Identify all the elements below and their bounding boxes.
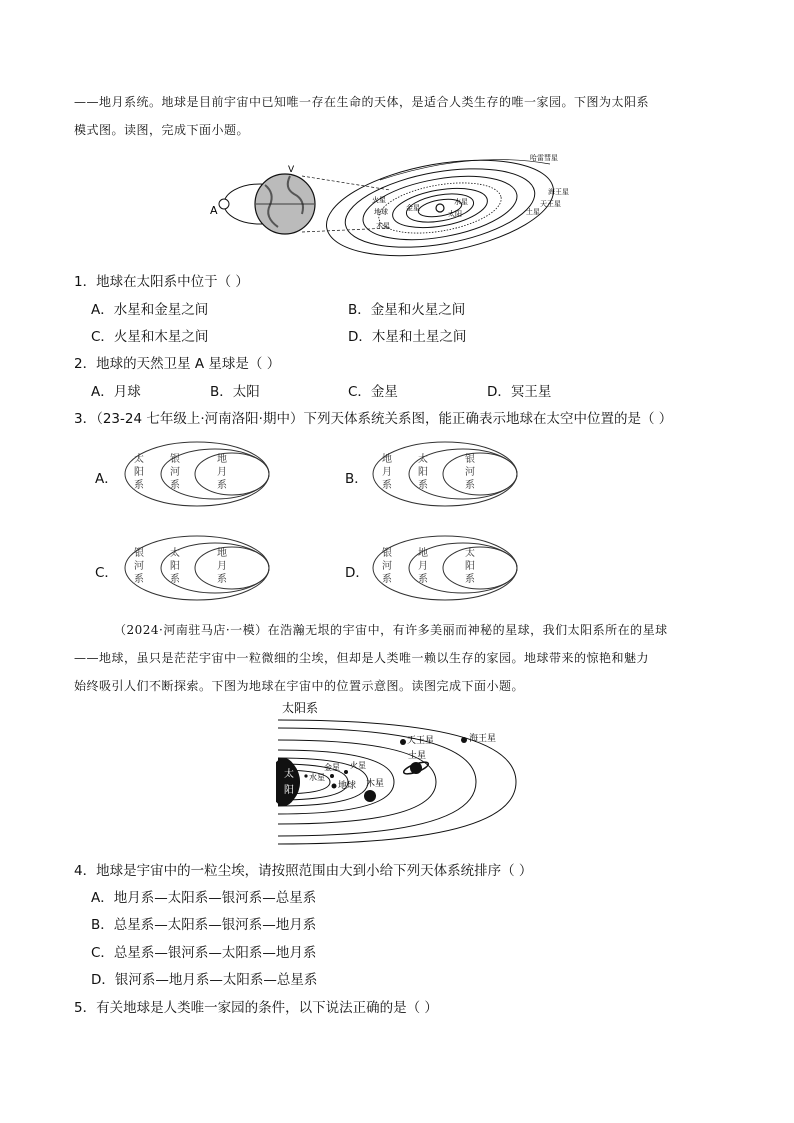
label-a: A — [210, 204, 218, 217]
q1-option-c[interactable]: C．火星和木星之间 — [91, 329, 209, 345]
fig2-title: 太阳系 — [282, 701, 319, 715]
q2-option-b[interactable]: B．太阳 — [210, 384, 260, 400]
fig2-uranus: 天王星 — [407, 736, 435, 746]
intro-line: ——地球，虽只是茫茫宇宙中一粒微细的尘埃，但却是人类唯一赖以生存的家园。地球带来的惊艳和魅力 — [74, 651, 650, 665]
diagram-text: 地 — [418, 548, 428, 559]
label-v: V — [288, 165, 295, 175]
diagram-text: 银 — [382, 548, 392, 559]
intro-line: （2024·河南驻马店·一模）在浩瀚无垠的宇宙中，有许多美丽而神秘的星球，我们太阳系所在的星球 — [114, 623, 668, 637]
solar-system-figure — [210, 150, 570, 258]
intro-paragraph-1 — [74, 88, 649, 144]
q3-option-b-label[interactable]: B． — [345, 471, 368, 487]
fig2-mars: 火星 — [350, 761, 366, 770]
label-uranus: 天王星 — [540, 200, 561, 208]
label-venus: 金星 — [406, 204, 420, 212]
q3-option-c-diagram[interactable] — [122, 534, 272, 602]
question-4-stem: 4．地球是宇宙中的一粒尘埃，请按照范围由大到小给下列天体系统排序（ ） — [74, 863, 533, 879]
svg-text:地月系: 地月系 — [217, 454, 227, 491]
q1-option-a[interactable]: A．水星和金星之间 — [91, 302, 209, 318]
label-saturn: 土星 — [526, 208, 540, 216]
label-jupiter: 木星 — [376, 222, 390, 230]
moon-a — [219, 199, 229, 209]
earth-position-figure — [276, 696, 520, 848]
intro-line: ——地月系统。地球是目前宇宙中已知唯一存在生命的天体，是适合人类生存的唯一家园。下图为太阳系 — [74, 95, 650, 109]
fig2-saturn: 土星 — [408, 751, 427, 761]
fig2-venus: 金星 — [324, 763, 340, 772]
sun-label-bottom: 阳 — [284, 785, 294, 796]
svg-text:银河系: 银河系 — [465, 454, 475, 491]
diagram-text: 太 — [465, 548, 475, 559]
diagram-text: 地 — [217, 548, 227, 559]
q3-option-d-diagram[interactable] — [370, 534, 520, 602]
label-neptune: 海王星 — [548, 188, 569, 196]
svg-text:地月系: 地月系 — [217, 548, 227, 585]
question-3-stem: 3．（23-24 七年级上·河南洛阳·期中）下列天体系统关系图，能正确表示地球在太空中位置的是（ ） — [74, 411, 673, 427]
q3-option-a-diagram[interactable] — [122, 440, 272, 508]
q3-option-d-label[interactable]: D． — [345, 565, 369, 581]
fig2-earth: 地球 — [338, 781, 357, 791]
q3-option-b-diagram[interactable] — [370, 440, 520, 508]
q2-option-a[interactable]: A．月球 — [91, 384, 141, 400]
diagram-text: 太 — [134, 454, 144, 465]
q1-option-b[interactable]: B．金星和火星之间 — [348, 302, 466, 318]
q2-option-d[interactable]: D．冥王星 — [487, 384, 552, 400]
jupiter-dot — [364, 790, 376, 802]
fig2-neptune: 海王星 — [469, 734, 497, 744]
svg-text:太阳系: 太阳系 — [170, 548, 180, 585]
intro-paragraph-2 — [74, 616, 668, 700]
diagram-text: 地 — [217, 454, 227, 465]
svg-text:太阳系: 太阳系 — [134, 454, 144, 491]
question-2-stem: 2．地球的天然卫星 A 星球是（ ） — [74, 356, 281, 372]
diagram-text: 太 — [418, 454, 428, 465]
label-mars: 火星 — [372, 196, 386, 204]
diagram-text: 银 — [465, 454, 475, 465]
q4-option-a[interactable]: A．地月系—太阳系—银河系—总星系 — [91, 890, 317, 906]
question-1-stem: 1．地球在太阳系中位于（ ） — [74, 274, 249, 290]
svg-text:地月系: 地月系 — [418, 548, 428, 585]
fig2-jupiter: 木星 — [366, 779, 385, 789]
q4-option-b[interactable]: B．总星系—太阳系—银河系—地月系 — [91, 917, 317, 933]
intro-line: 始终吸引人们不断探索。下图为地球在宇宙中的位置示意图。读图完成下面小题。 — [74, 679, 525, 693]
svg-text:银河系: 银河系 — [134, 548, 144, 585]
q4-option-c[interactable]: C．总星系—银河系—太阳系—地月系 — [91, 945, 317, 961]
question-5-stem: 5．有关地球是人类唯一家园的条件，以下说法正确的是（ ） — [74, 1000, 438, 1016]
label-earth: 地球 — [374, 208, 388, 216]
fig2-mercury: 水星 — [309, 773, 325, 782]
q2-option-c[interactable]: C．金星 — [348, 384, 398, 400]
label-mercury: 水星 — [454, 198, 468, 206]
diagram-text: 银 — [170, 454, 180, 465]
sun-icon — [436, 204, 444, 212]
label-comet: 哈雷彗星 — [530, 154, 558, 162]
svg-text:银河系: 银河系 — [382, 548, 392, 585]
diagram-text: 太 — [170, 548, 180, 559]
svg-text:银河系: 银河系 — [170, 454, 180, 491]
label-sun: 太阳 — [448, 210, 462, 218]
q3-option-a-label[interactable]: A． — [95, 471, 118, 487]
svg-text:太阳系: 太阳系 — [418, 454, 428, 491]
svg-text:地月系: 地月系 — [382, 454, 392, 491]
diagram-text: 银 — [134, 548, 144, 559]
intro-line: 模式图。读图，完成下面小题。 — [74, 123, 250, 137]
diagram-text: 地 — [382, 454, 392, 465]
svg-text:太阳系: 太阳系 — [465, 548, 475, 585]
q3-option-c-label[interactable]: C． — [95, 565, 118, 581]
q1-option-d[interactable]: D．木星和土星之间 — [348, 329, 467, 345]
sun-label-top: 太 — [284, 769, 294, 780]
q4-option-d[interactable]: D．银河系—地月系—太阳系—总星系 — [91, 972, 318, 988]
